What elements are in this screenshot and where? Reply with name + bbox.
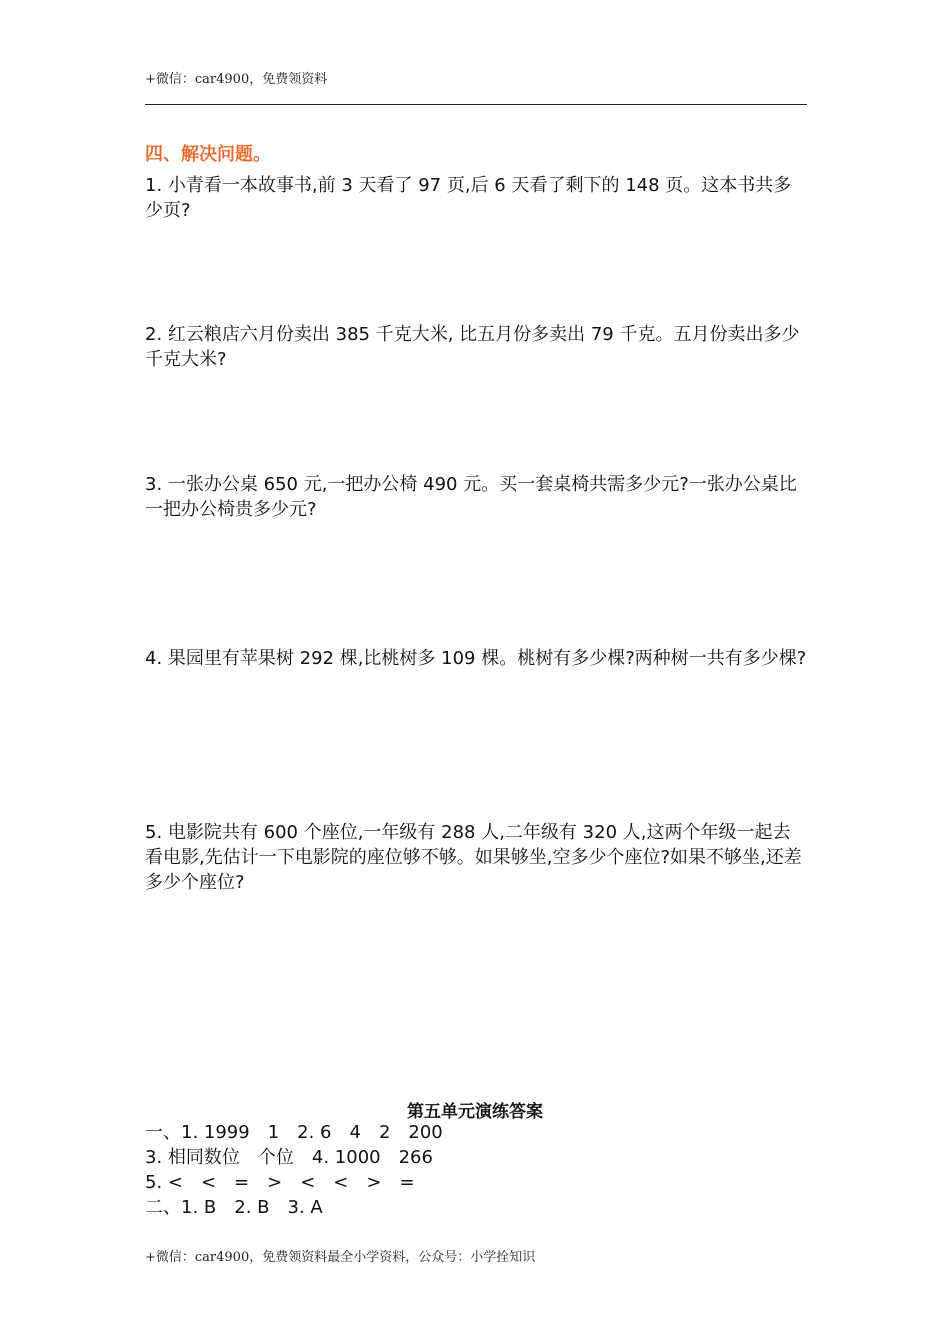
answer-line: 一、1. 1999 1 2. 6 4 2 200 — [145, 1122, 443, 1143]
question-1: 1. 小青看一本故事书,前 3 天看了 97 页,后 6 天看了剩下的 148 页。这本书共多少页? — [145, 175, 792, 221]
answer-line: 3. 相同数位 个位 4. 1000 266 — [145, 1147, 433, 1168]
answer-line: 5. < < = > < < > = — [145, 1172, 415, 1193]
question-5: 5. 电影院共有 600 个座位,一年级有 288 人,二年级有 320 人,这两个年级一起去看电影,先估计一下电影院的座位够不够。如果够坐,空多少个座位?如果不够坐,还差多少个座位? — [145, 822, 802, 893]
header-divider — [145, 104, 807, 105]
footer-note: +微信：car4900，免费领资料最全小学资料，公众号：小学拴知识 — [145, 1250, 536, 1265]
header-note: +微信：car4900，免费领资料 — [145, 72, 328, 87]
section-title: 四、解决问题。 — [145, 144, 271, 165]
question-2: 2. 红云粮店六月份卖出 385 千克大米, 比五月份多卖出 79 千克。五月份卖出多少千克大米? — [145, 324, 800, 370]
question-3: 3. 一张办公桌 650 元,一把办公椅 490 元。买一套桌椅共需多少元?一张办公桌比一把办公椅贵多少元? — [145, 474, 797, 520]
answers-title: 第五单元演练答案 — [407, 1102, 543, 1122]
question-4: 4. 果园里有苹果树 292 棵,比桃树多 109 棵。桃树有多少棵?两种树一共有多少棵? — [145, 648, 807, 669]
answer-line: 二、1. B 2. B 3. A — [145, 1197, 323, 1218]
